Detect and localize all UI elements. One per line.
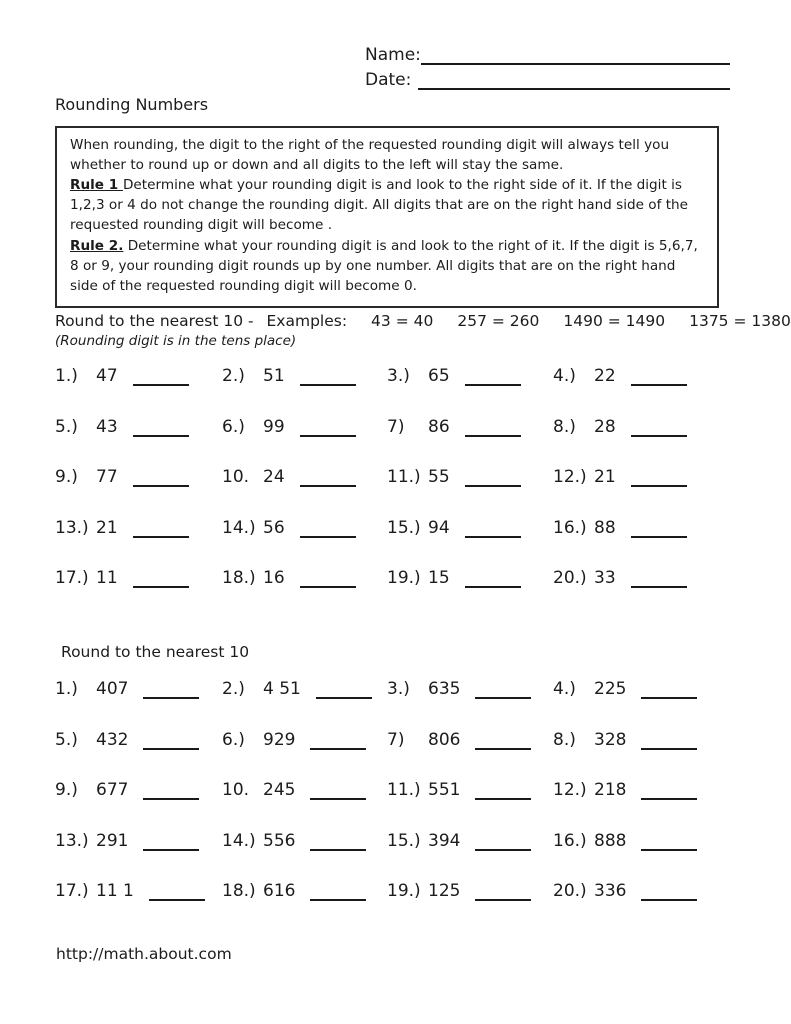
answer-blank [631,571,687,588]
problem-item [222,879,387,901]
problem-value: 11 [96,568,118,588]
answer-blank [465,420,521,437]
answer-blank [631,420,687,437]
answer-blank [475,733,531,750]
problem-number: 5.) [55,729,78,750]
answer-blank [310,834,366,851]
rules-intro: When rounding, the digit to the right of the requested rounding digit will always tell you whether to round up or down and all digits to the left will stay the same. [70,137,670,174]
answer-blank [300,571,356,588]
rule-2-label: Rule 2. [70,237,124,254]
problem-value: 929 [263,729,296,750]
date-blank-line [418,71,730,90]
answer-blank [641,733,697,750]
page-title: Rounding Numbers [55,95,209,114]
name-label: Name: [365,45,421,65]
answer-blank [310,783,366,800]
problem-item [222,566,387,588]
problem-value: 218 [594,780,627,800]
answer-blank [143,733,199,750]
answer-blank [133,521,189,538]
problem-number: 2.) [222,366,245,386]
problem-item [222,728,387,750]
problem-number: 19.) [387,881,421,901]
problem-number: 15.) [387,830,421,851]
problem-item [387,566,553,588]
answer-blank [641,783,697,800]
problem-value: 24 [263,467,285,487]
problem-number: 11.) [387,467,421,487]
rule-1-text: Determine what your rounding digit is and look to the right side of it. If the digit is 1,2,3 or 4 do not change the rounding digit. All digits that are on the right hand side of the requested rounding digit will become . [70,177,689,234]
problem-value: 677 [96,780,129,800]
problem-value: 51 [263,366,285,386]
section1-heading: Round to the nearest 10 - [55,312,259,330]
problem-number: 16.) [553,830,587,851]
problem-value: 86 [428,416,450,437]
problem-item [55,566,222,588]
answer-blank [631,470,687,487]
problem-value: 616 [263,881,296,901]
date-label: Date: [365,70,412,90]
problem-item [387,677,553,699]
problem-item [222,829,387,851]
problem-number: 7) [387,416,405,437]
problem-number: 14.) [222,517,256,538]
rule-1 [70,175,704,235]
rule-2 [70,236,704,296]
problem-value: 21 [96,517,118,538]
problem-number: 20.) [553,568,587,588]
problem-value: 394 [428,830,461,851]
answer-blank [631,369,687,386]
answer-blank [133,470,189,487]
problem-number: 8.) [553,416,576,437]
problem-item [553,677,720,699]
problem-number: 9.) [55,467,78,487]
section1-header [55,312,791,330]
problem-number: 2.) [222,679,245,699]
problem-value: 291 [96,830,129,851]
source-url: http://math.about.com [56,945,232,963]
problem-item [387,879,553,901]
problem-value: 33 [594,568,616,588]
answer-blank [631,521,687,538]
answer-blank [143,834,199,851]
answer-blank [641,884,697,901]
problem-number: 9.) [55,780,78,800]
answer-blank [641,834,697,851]
problem-item [387,516,553,538]
problem-number: 16.) [553,517,587,538]
problem-item [55,465,222,487]
problem-value: 328 [594,729,627,750]
problem-value: 551 [428,780,461,800]
section2-problems-grid [55,677,735,930]
example-item: 257 = 260 [457,312,540,330]
problem-value: 43 [96,416,118,437]
problem-value: 4 51 [263,679,301,699]
problem-value: 21 [594,467,616,487]
problem-number: 5.) [55,416,78,437]
problem-value: 245 [263,780,296,800]
problem-number: 18.) [222,568,256,588]
problem-value: 11 1 [96,881,134,901]
answer-blank [133,420,189,437]
answer-blank [465,521,521,538]
problem-item [553,465,720,487]
rule-2-text: Determine what your rounding digit is and look to the right of it. If the digit is 5,6,7, 8 or 9, your rounding digit rounds up by one number. All digits that are on the right hand side of the requested rounding digit will become 0. [70,237,698,294]
name-row [365,40,730,65]
examples-list [347,312,791,330]
problem-number: 10. [222,467,250,487]
problem-number: 14.) [222,830,256,851]
answer-blank [475,884,531,901]
date-row [365,65,730,90]
problem-value: 635 [428,679,461,699]
problem-number: 7) [387,729,405,750]
example-item: 43 = 40 [371,312,434,330]
problem-item [387,829,553,851]
problem-item [553,415,720,437]
problem-number: 4.) [553,366,576,386]
problem-number: 11.) [387,780,421,800]
problem-number: 19.) [387,568,421,588]
problem-item [55,778,222,800]
problem-value: 15 [428,568,450,588]
rules-box [55,126,719,308]
problem-number: 18.) [222,881,256,901]
answer-blank [310,884,366,901]
problem-number: 20.) [553,881,587,901]
answer-blank [475,783,531,800]
problem-number: 10. [222,780,250,800]
problem-value: 65 [428,366,450,386]
answer-blank [300,521,356,538]
problem-value: 16 [263,568,285,588]
problem-value: 336 [594,881,627,901]
problem-item [55,516,222,538]
answer-blank [149,884,205,901]
problem-value: 94 [428,517,450,538]
problem-number: 6.) [222,416,245,437]
problem-item [387,728,553,750]
problem-value: 55 [428,467,450,487]
problem-item [55,415,222,437]
problem-number: 17.) [55,568,89,588]
problem-value: 77 [96,467,118,487]
answer-blank [300,369,356,386]
name-blank-line [421,46,730,65]
problem-item [387,778,553,800]
problem-number: 15.) [387,517,421,538]
section1-problems-grid [55,364,735,617]
problem-item [553,516,720,538]
problem-value: 22 [594,366,616,386]
problem-item [222,516,387,538]
problem-number: 13.) [55,830,89,851]
name-date-block [365,40,730,90]
problem-value: 806 [428,729,461,750]
answer-blank [465,571,521,588]
problem-item [553,728,720,750]
problem-item [387,364,553,386]
section2-header: Round to the nearest 10 [61,643,250,661]
problem-number: 8.) [553,729,576,750]
problem-value: 556 [263,830,296,851]
answer-blank [316,682,372,699]
example-item: 1375 = 1380 [689,312,791,330]
problem-value: 47 [96,366,118,386]
problem-number: 3.) [387,366,410,386]
problem-item [222,415,387,437]
answer-blank [133,369,189,386]
rule-1-label: Rule 1 [70,177,123,194]
problem-item [55,364,222,386]
problem-item [222,778,387,800]
problem-value: 407 [96,679,129,699]
problem-item [222,677,387,699]
problem-value: 28 [594,416,616,437]
problem-item [553,879,720,901]
examples-label: Examples: [266,312,348,330]
problem-item [222,364,387,386]
problem-number: 1.) [55,679,78,699]
problem-item [553,364,720,386]
problem-item [553,829,720,851]
problem-number: 1.) [55,366,78,386]
answer-blank [641,682,697,699]
problem-item [55,829,222,851]
answer-blank [465,470,521,487]
problem-value: 56 [263,517,285,538]
problem-item [553,566,720,588]
example-item: 1490 = 1490 [563,312,666,330]
problem-number: 13.) [55,517,89,538]
problem-number: 17.) [55,881,89,901]
problem-item [387,415,553,437]
problem-number: 12.) [553,467,587,487]
problem-number: 12.) [553,780,587,800]
problem-value: 225 [594,679,627,699]
answer-blank [475,834,531,851]
problem-value: 432 [96,729,129,750]
answer-blank [310,733,366,750]
problem-item [55,728,222,750]
problem-number: 4.) [553,679,576,699]
problem-value: 125 [428,881,461,901]
problem-number: 3.) [387,679,410,699]
answer-blank [475,682,531,699]
problem-item [222,465,387,487]
problem-item [55,677,222,699]
problem-item [387,465,553,487]
section1-subtitle: (Rounding digit is in the tens place) [55,333,297,349]
problem-value: 99 [263,416,285,437]
problem-number: 6.) [222,729,245,750]
problem-item [55,879,222,901]
problem-value: 88 [594,517,616,538]
answer-blank [143,783,199,800]
problem-value: 888 [594,830,627,851]
answer-blank [300,420,356,437]
answer-blank [300,470,356,487]
answer-blank [143,682,199,699]
answer-blank [133,571,189,588]
problem-item [553,778,720,800]
answer-blank [465,369,521,386]
